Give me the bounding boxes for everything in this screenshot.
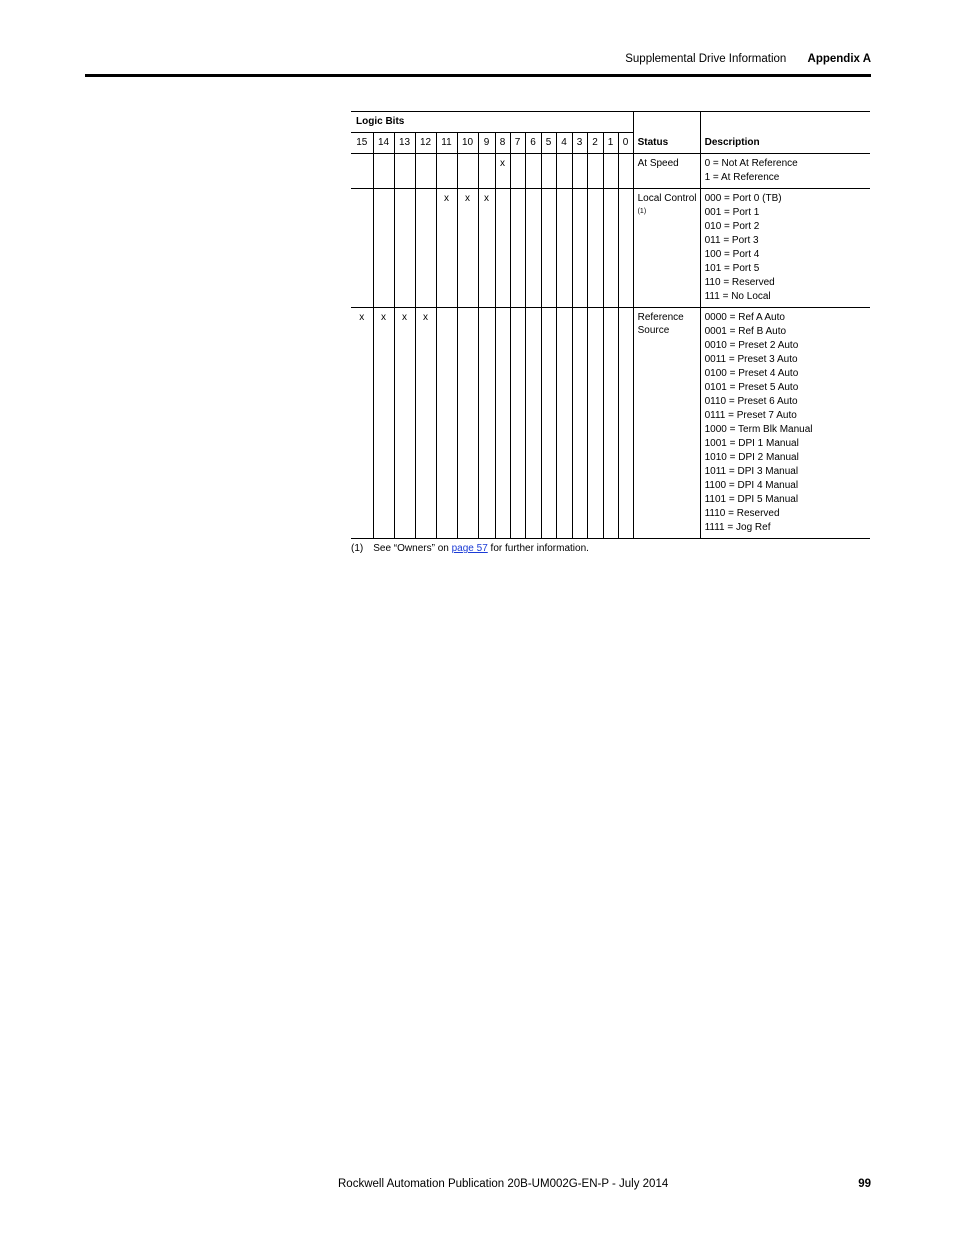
bit-mark — [619, 189, 633, 192]
bit-cell — [495, 189, 510, 308]
bit-mark — [619, 308, 633, 311]
bit-mark — [416, 154, 436, 157]
bit-mark — [479, 308, 495, 311]
bit-cell — [572, 154, 587, 189]
description-line: 1010 = DPI 2 Manual — [704, 452, 799, 463]
description-line: 010 = Port 2 — [704, 221, 760, 232]
status-cell — [633, 154, 700, 189]
bit-number-2: 2 — [587, 133, 603, 154]
status-footnote-ref: (1) — [637, 208, 647, 215]
bit-mark: x — [402, 312, 407, 323]
bit-cell — [394, 189, 415, 308]
status-label — [634, 154, 700, 170]
bit-cell — [457, 189, 478, 308]
description-line: 0110 = Preset 6 Auto — [704, 396, 798, 407]
logic-bits-table — [351, 111, 870, 539]
bit-mark — [437, 308, 457, 311]
header-rule — [85, 74, 871, 77]
bit-number-3: 3 — [572, 133, 587, 154]
bit-mark: x — [381, 312, 386, 323]
description-line: 1111 = Jog Ref — [704, 522, 771, 533]
description-line: 0010 = Preset 2 Auto — [704, 340, 799, 351]
bit-cell — [478, 189, 495, 308]
bit-mark: x — [444, 193, 449, 204]
status-cell — [633, 308, 700, 539]
bit-mark — [542, 189, 556, 192]
status-text: At Speed — [637, 158, 679, 169]
table-row — [351, 154, 870, 189]
publication-footer: Rockwell Automation Publication 20B-UM002G-EN-P - July 2014 — [338, 1178, 669, 1190]
description-line: 1100 = DPI 4 Manual — [704, 480, 799, 491]
bit-cell — [394, 154, 415, 189]
description-line: 0001 = Ref B Auto — [704, 326, 787, 337]
bit-number-4: 4 — [556, 133, 572, 154]
bit-cell — [510, 308, 525, 539]
bit-number-9: 9 — [478, 133, 495, 154]
description-line: 1101 = DPI 5 Manual — [704, 494, 799, 505]
bit-mark — [573, 154, 587, 157]
bit-mark — [351, 154, 373, 157]
bit-cell — [373, 154, 394, 189]
bit-mark: x — [500, 158, 505, 169]
description-line: 1110 = Reserved — [704, 508, 780, 519]
section-title: Supplemental Drive Information — [625, 53, 787, 65]
appendix-label: Appendix A — [807, 53, 871, 65]
bit-number-13: 13 — [394, 133, 415, 154]
bit-mark — [557, 308, 572, 311]
description-line: 0 = Not At Reference — [704, 158, 798, 169]
bit-mark — [526, 189, 541, 192]
bit-mark — [458, 154, 478, 157]
bit-cell — [603, 308, 618, 539]
bit-cell — [618, 154, 633, 189]
bit-mark — [437, 154, 457, 157]
description-line: 1 = At Reference — [704, 172, 780, 183]
bit-cell — [603, 154, 618, 189]
bit-mark — [542, 308, 556, 311]
bit-mark — [619, 154, 633, 157]
bit-mark — [458, 308, 478, 311]
bit-mark — [604, 308, 618, 311]
bit-mark — [573, 308, 587, 311]
status-text: Local Control — [637, 193, 697, 204]
bit-cell — [351, 308, 373, 539]
bit-cell — [351, 154, 373, 189]
bit-cell — [373, 308, 394, 539]
bit-cell — [373, 189, 394, 308]
bit-cell — [457, 308, 478, 539]
bit-mark — [351, 189, 373, 192]
bit-mark — [604, 154, 618, 157]
bit-mark — [374, 189, 394, 192]
description-line: 011 = Port 3 — [704, 235, 759, 246]
bit-cell — [510, 154, 525, 189]
bit-mark — [511, 308, 525, 311]
description-line: 101 = Port 5 — [704, 263, 760, 274]
bit-number-6: 6 — [525, 133, 541, 154]
bit-cell — [436, 154, 457, 189]
bit-mark: x — [423, 312, 428, 323]
description-header: Description — [700, 112, 870, 154]
bit-number-15: 15 — [351, 133, 373, 154]
description-list — [701, 154, 870, 188]
description-line: 0100 = Preset 4 Auto — [704, 368, 799, 379]
bit-cell — [436, 189, 457, 308]
bit-number-10: 10 — [457, 133, 478, 154]
bit-cell — [525, 189, 541, 308]
status-cell — [633, 189, 700, 308]
bit-mark — [604, 189, 618, 192]
footnote-number: (1) — [351, 543, 364, 554]
bit-mark — [557, 154, 572, 157]
bit-number-1: 1 — [603, 133, 618, 154]
description-line: 1000 = Term Blk Manual — [704, 424, 813, 435]
bit-number-12: 12 — [415, 133, 436, 154]
table-title-row — [351, 112, 870, 133]
bit-mark — [416, 189, 436, 192]
page-number: 99 — [858, 1178, 871, 1190]
bit-mark — [511, 189, 525, 192]
bit-cell — [436, 308, 457, 539]
bit-number-8: 8 — [495, 133, 510, 154]
bit-mark — [395, 189, 415, 192]
description-line: 0101 = Preset 5 Auto — [704, 382, 799, 393]
description-line: 001 = Port 1 — [704, 207, 760, 218]
bit-number-5: 5 — [541, 133, 556, 154]
bit-cell — [572, 308, 587, 539]
bit-mark — [557, 189, 572, 192]
bit-mark — [526, 154, 541, 157]
footnote-page-link[interactable]: page 57 — [451, 543, 488, 554]
bit-mark — [526, 308, 541, 311]
bit-cell — [587, 189, 603, 308]
status-text: Reference Source — [637, 312, 684, 336]
footnote-text-after: for further information. — [487, 543, 589, 554]
bit-cell — [618, 189, 633, 308]
bit-cell — [541, 189, 556, 308]
bit-mark — [479, 154, 495, 157]
bit-cell — [478, 308, 495, 539]
description-line: 111 = No Local — [704, 291, 771, 302]
description-line: 1011 = DPI 3 Manual — [704, 466, 799, 477]
bit-mark — [542, 154, 556, 157]
description-line: 000 = Port 0 (TB) — [704, 193, 782, 204]
table-row — [351, 308, 870, 539]
description-cell — [700, 154, 870, 189]
description-line: 0000 = Ref A Auto — [704, 312, 785, 323]
bit-mark — [511, 154, 525, 157]
description-line: 0011 = Preset 3 Auto — [704, 354, 798, 365]
bit-cell — [556, 308, 572, 539]
bit-cell — [556, 154, 572, 189]
bit-mark — [374, 154, 394, 157]
bit-cell — [394, 308, 415, 539]
bit-cell — [495, 154, 510, 189]
bit-cell — [351, 189, 373, 308]
bit-mark — [588, 189, 603, 192]
bit-mark — [496, 189, 510, 192]
bit-cell — [541, 308, 556, 539]
bit-cell — [415, 154, 436, 189]
description-line: 110 = Reserved — [704, 277, 775, 288]
bit-cell — [478, 154, 495, 189]
bit-cell — [457, 154, 478, 189]
bit-cell — [495, 308, 510, 539]
bit-mark — [588, 308, 603, 311]
bit-cell — [556, 189, 572, 308]
bit-mark — [395, 154, 415, 157]
bit-cell — [618, 308, 633, 539]
description-cell — [700, 189, 870, 308]
bit-number-0: 0 — [618, 133, 633, 154]
bit-mark: x — [484, 193, 489, 204]
bit-mark — [496, 308, 510, 311]
bit-cell — [525, 154, 541, 189]
status-label — [634, 189, 700, 221]
bit-cell — [510, 189, 525, 308]
description-line: 100 = Port 4 — [704, 249, 760, 260]
bit-number-14: 14 — [373, 133, 394, 154]
bit-mark — [588, 154, 603, 157]
bit-mark — [573, 189, 587, 192]
description-list — [701, 189, 870, 307]
running-header — [625, 53, 871, 65]
bit-number-11: 11 — [436, 133, 457, 154]
description-line: 1001 = DPI 1 Manual — [704, 438, 799, 449]
table-row — [351, 189, 870, 308]
bit-cell — [572, 189, 587, 308]
footnote-text-before: See “Owners” on — [373, 543, 452, 554]
description-line: 0111 = Preset 7 Auto — [704, 410, 797, 421]
footnote — [351, 543, 589, 554]
description-list — [701, 308, 870, 538]
bit-number-7: 7 — [510, 133, 525, 154]
bit-cell — [587, 308, 603, 539]
bit-cell — [525, 308, 541, 539]
bit-cell — [415, 308, 436, 539]
bit-mark: x — [465, 193, 470, 204]
logic-bits-title: Logic Bits — [351, 112, 633, 133]
status-label — [634, 308, 700, 337]
bit-cell — [415, 189, 436, 308]
bit-cell — [541, 154, 556, 189]
bit-mark: x — [359, 312, 365, 323]
bit-cell — [587, 154, 603, 189]
description-cell — [700, 308, 870, 539]
status-header: Status — [633, 112, 700, 154]
bit-cell — [603, 189, 618, 308]
